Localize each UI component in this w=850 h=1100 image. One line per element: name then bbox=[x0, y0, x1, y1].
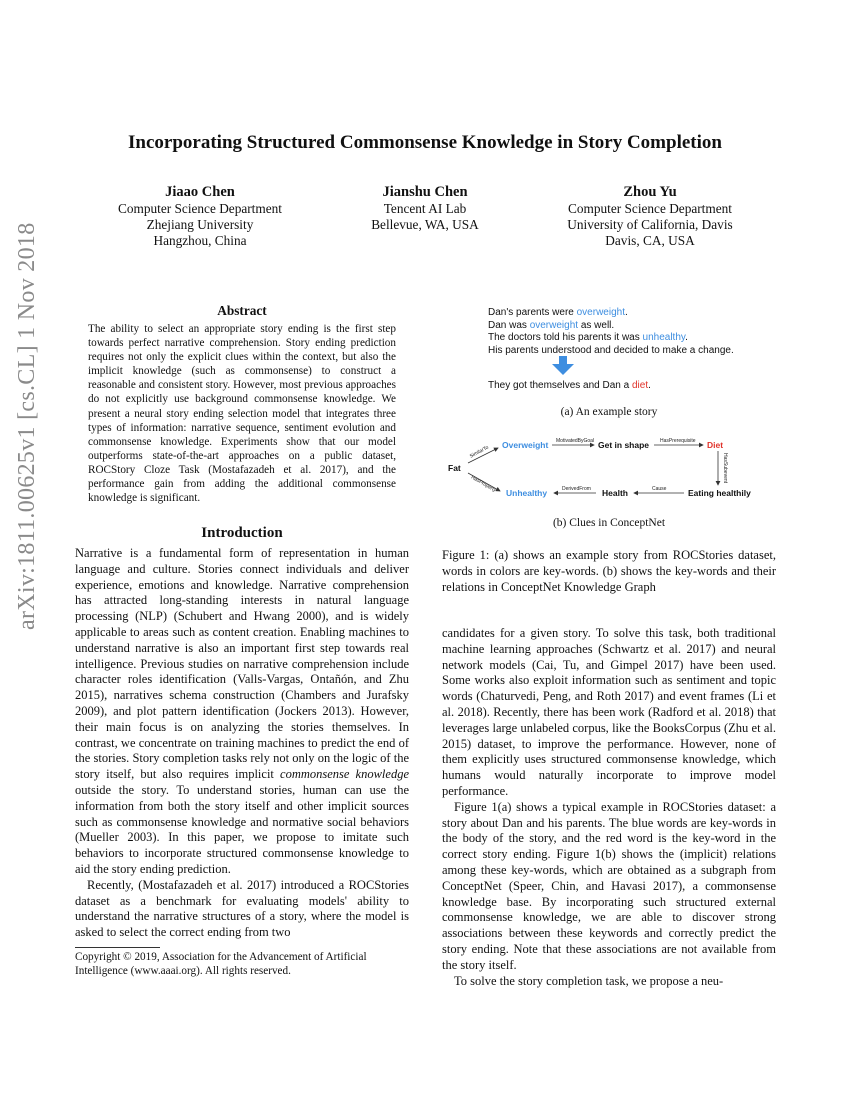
author-block-3 bbox=[540, 184, 760, 249]
example-story bbox=[488, 307, 734, 357]
story-line: Dan was overweight as well. bbox=[488, 319, 615, 331]
edge-label: DerivedFrom bbox=[562, 486, 591, 492]
author-affiliation: University of California, Davis bbox=[567, 217, 733, 232]
author-affiliation: Hangzhou, China bbox=[153, 233, 247, 248]
copyright-footnote: Copyright © 2019, Association for the Advancement of Artificial Intelligence (www.aaai.org). All rights reserved. bbox=[75, 951, 367, 977]
edge-label: Cause bbox=[652, 486, 667, 492]
node-health: Health bbox=[602, 488, 628, 498]
subcaption-b: (b) Clues in ConceptNet bbox=[552, 517, 666, 529]
arxiv-id: arXiv:1811.00625v1 [cs.CL] 1 Nov 2018 bbox=[14, 222, 40, 630]
subcaption-a: (a) An example story bbox=[560, 406, 658, 418]
story-line: His parents understood and decided to make a change. bbox=[488, 344, 734, 356]
figure-caption: Figure 1: (a) shows an example story from ROCStories dataset, words in colors are key-words. (b) shows the key-words and their relations in ConceptNet Knowledge Graph bbox=[442, 548, 776, 594]
author-block-2 bbox=[325, 184, 525, 233]
author-affiliation: Zhejiang University bbox=[146, 217, 254, 232]
arxiv-stamp bbox=[12, 222, 48, 630]
story-line: Dan's parents were overweight. bbox=[488, 307, 628, 318]
author-name: Jianshu Chen bbox=[382, 184, 468, 200]
author-affiliation: Computer Science Department bbox=[118, 201, 282, 216]
edge-label: MotivatedByGoal bbox=[556, 438, 595, 444]
story-line: The doctors told his parents it was unhealthy. bbox=[488, 332, 688, 343]
paragraph: To solve the story completion task, we propose a neu- bbox=[454, 973, 724, 988]
node-diet: Diet bbox=[707, 440, 724, 450]
author-affiliation: Computer Science Department bbox=[568, 201, 732, 216]
node-unhealthy: Unhealthy bbox=[506, 488, 548, 498]
node-eating-healthily: Eating healthily bbox=[688, 488, 751, 498]
node-overweight: Overweight bbox=[502, 440, 549, 450]
node-fat: Fat bbox=[448, 463, 461, 473]
edge-label: HasSubevent bbox=[722, 453, 728, 484]
edge-label: SimilarTo bbox=[468, 444, 490, 460]
paper-title: Incorporating Structured Commonsense Knowledge in Story Completion bbox=[128, 132, 722, 153]
edge-label: HasProperty bbox=[469, 474, 497, 494]
conceptnet-graph bbox=[448, 433, 768, 503]
story-ending: They got themselves and Dan a diet. bbox=[488, 380, 651, 391]
down-arrow-icon bbox=[552, 356, 574, 376]
author-affiliation: Bellevue, WA, USA bbox=[371, 217, 479, 232]
introduction-heading: Introduction bbox=[201, 525, 283, 541]
emphasis-text: commonsense knowledge bbox=[280, 767, 410, 782]
author-affiliation: Davis, CA, USA bbox=[605, 233, 695, 248]
author-name: Jiaao Chen bbox=[165, 184, 235, 200]
right-column bbox=[442, 626, 776, 989]
footnote-rule bbox=[75, 947, 160, 948]
author-name: Zhou Yu bbox=[623, 184, 677, 200]
author-block-1 bbox=[100, 184, 300, 249]
node-get-in-shape: Get in shape bbox=[598, 440, 650, 450]
paragraph: candidates for a given story. To solve this task, both traditional machine learning approaches (Schwartz et al. 2017) and neural network models (Cai, Tu, and Gimpel 2017) have been used. Some works also exploit information such as sentiment and topic words (Chaturvedi, Peng, and Roth 2017) and event frames (Li et al. 2018). Recently, there has been work (Radford et al. 2018) that leverages large unlabeled corpus, like the BooksCorpus (Zhu et al. 2015) dataset, to improve the performance. However, none of them explicitly uses structured commonsense knowledge, which humans would naturally incorporate to improve model performance. bbox=[442, 626, 776, 798]
paragraph: Narrative is a fundamental form of representation in human language and culture. Stories connect individuals and deliver experience, emotions and knowledge. Narrative comprehension has attracted long-standing interests in natural language processing (NLP) (Schubert and Hwang 2000), and is widely applicable to areas such as content creation. Enabling machines to understand narrative is also an important first step towards real intelligence. Previous studies on narrative comprehension include character roles identification (Valls-Vargas, Ontañón, and Zhu 2015), narratives schema construction (Chambers and Jurafsky 2009), and plot pattern identification (Jockers 2013). However, their main focus is on analyzing the stories themselves. In contrast, we concentrate on training machines to predict the end of the stories. Story completion tasks rely not only on the logic of the story itself, but also requires implicit commonsense knowledge outside the story. To understand stories, human can use the information from both the story itself and other implicit sources such as commonsense knowledge and normative social behaviors (Mueller 2003). In this paper, we propose to imitate such behaviors to incorporate structured commonsense knowledge to aid the story ending prediction. bbox=[75, 546, 410, 876]
abstract-heading: Abstract bbox=[217, 303, 267, 318]
left-column bbox=[75, 546, 409, 941]
author-affiliation: Tencent AI Lab bbox=[383, 201, 467, 216]
paragraph: Recently, (Mostafazadeh et al. 2017) introduced a ROCStories dataset as a benchmark for evaluating models' ability to understand the narrative structures of a story, where the model is asked to select the correct ending from two bbox=[75, 877, 409, 940]
paragraph: Figure 1(a) shows a typical example in ROCStories dataset: a story about Dan and his parents. The blue words are key-words in the body of the story, and the red word is the key-word in the correct story ending. Figure 1(b) shows the (implicit) relations among these key-words, which are obtained as a subgraph from ConceptNet (Speer, Chin, and Havasi 2017), a commonsense knowledge base. By incorporating such structured external commonsense knowledge, we are able to discover strong associations between these keywords and correctly predict the story ending. Note that these associations are not available from the story itself. bbox=[442, 799, 776, 972]
edge-label: HasPrerequisite bbox=[660, 438, 696, 444]
abstract-text: The ability to select an appropriate story ending is the first step towards perfect narrative comprehension. Story ending prediction requires not only the explicit clues within the context, but also the implicit knowledge (such as commonsense) to construct a reasonable and consistent story. However, most previous approaches do not explicitly use background commonsense knowledge. We present a neural story ending selection model that integrates three types of information: narrative sequence, sentiment evolution and commonsense knowledge. Experiments show that our model outperforms state-of-the-art approaches on a public dataset, ROCStory Cloze Task (Mostafazadeh et al. 2017), and the performance gain from adding the additional commonsense knowledge is significant. bbox=[88, 323, 396, 505]
